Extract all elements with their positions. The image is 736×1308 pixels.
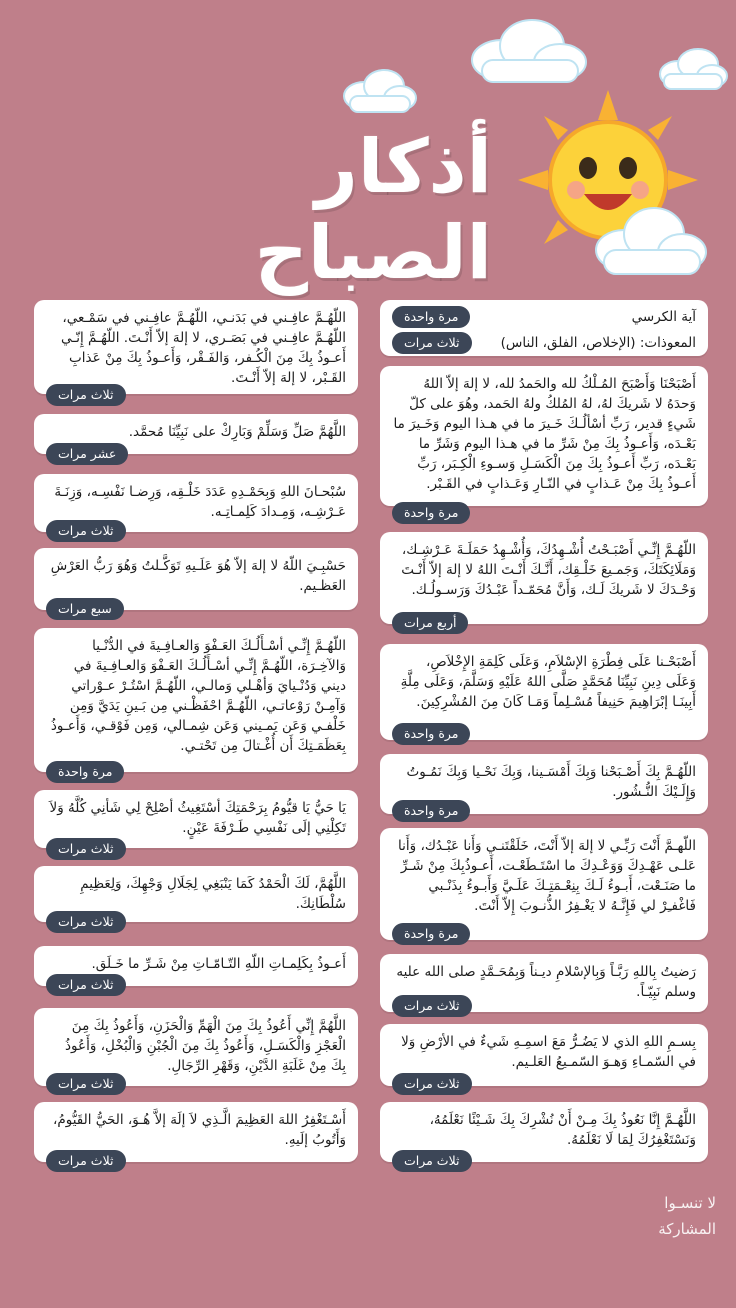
- count-badge: ثلاث مرات: [46, 384, 126, 406]
- card-text: أَعـوذُ بِكَلِمـاتِ اللّهِ التّـامّـاتِ مِنْ شَـرِّ ما خَـلَق.: [91, 956, 346, 972]
- card-text: اللّهـمَّ أَنْتَ رَبِّـي لا إلهَ إلاّ أَنْتَ، خَلَقْتَنـي وَأَنا عَبْـدُك، وَأَنا عَلـى عَهْـدِكَ وَوَعْـدِكَ ما اسْتَـطَعْـت، أَعـوذُبِكَ مِنْ شَـرِّ ما صَنَـعْت، أَبـوءُ لَـكَ بِنِعْـمَتِـكَ عَلَـيَّ وَأَبـوءُ بِذَنْـبي فَاغْفـِرْ لي فَإِنَّـهُ لا يَغْـفِرُ الذُّنـوبَ إِلاّ أَنْتَ.: [398, 838, 696, 914]
- card-ayat: [380, 300, 708, 356]
- count-badge: مرة واحدة: [392, 800, 470, 822]
- card-dhikr: [34, 628, 358, 772]
- count-badge: ثلاث مرات: [392, 1150, 472, 1172]
- cloud-icon: [338, 66, 418, 114]
- count-badge: أربع مرات: [392, 612, 468, 634]
- card-text: أَصْبَحْنَا وَأَصْبَحَ المُـلْكُ لله والحَمدُ لله، لا إلهَ إلاّ اللهُ وَحدَهُ لا شَريكَ لهُ، لهُ المُلكُ ولهُ الحَمد، وهُوَ على كلّ شَيءٍ قدير، رَبِّ أسْألُـكَ خَـيرَ ما في هـذا اليوم وَخَـيرَ ما بَعْـدَه، وَأَعـوذُ بِكَ مِنْ شَرِّ ما في هـذا اليوم وَشَرِّ ما بَعْـدَه، رَبِّ أَعـوذُ بِكَ مِنَ الْكَسَـلِ وَسـوءِ الْكِـبَر، رَبِّ أَعـوذُ بِكَ مِنْ عَـذابٍ في النّـارِ وَعَـذابٍ في القَـبْر.: [393, 376, 696, 492]
- count-badge: مرة واحدة: [46, 761, 124, 783]
- list-item: [392, 330, 696, 356]
- card-text: أَصْبَحْـنا عَلَى فِطْرَةِ الإسْلاَمِ، وَعَلَى كَلِمَةِ الإِخْلاَصِ، وَعَلَى دِينِ نَبِيِّنَا مُحَمَّدٍ صَلَّى اللهُ عَلَيْهِ وَسَلَّمَ، وَعَلَى مِلَّةِ أَبِينَـا إبْرَاهِيمَ حَنِيفاً مُسْـلِماً وَمَـا كَانَ مِنَ المُشْرِكِينَ.: [400, 654, 696, 710]
- card-text: اللَّهُمَّ صَلِّ وَسَلِّمْ وَبَارِكْ على نَبِيِّنَا مُحمَّد.: [128, 424, 346, 440]
- count-badge: ثلاث مرات: [392, 332, 472, 354]
- card-text: اللّهُـمَّ عافِـني في بَدَنـي، اللّهُـمَّ عافِـني في سَمْـعي، اللّهُـمَّ عافِـني في بَصَـري، لا إلهَ إلاّ أَنْـتَ. اللّهُـمَّ إِنّـي أَعـوذُ بِكَ مِنَ الْكُـفر، وَالفَـقْر، وَأَعـوذُ بِكَ مِنْ عَذابِ القَـبْر، لا إلهَ إلاّ أَنْـتَ.: [61, 310, 346, 386]
- footer-line: المشاركة: [658, 1220, 716, 1238]
- footer-line: لا تنسـوا: [664, 1194, 716, 1212]
- card-text: اللَّهُمَّ إِنِّي أَعُوذُ بِكَ مِنَ الْهَمِّ وَالْحَزَنِ، وَأَعُوذُ بِكَ مِنَ الْعَجْزِ وَالْكَسَـلِ، وَأَعُوذُ بِكَ مِنَ الْجُبْنِ وَالْبُخْلِ، وَأَعُوذُ بِكَ مِنْ غَلَبَةِ الدَّيْنِ، وَقَهْرِ الرِّجَالِ.: [65, 1018, 346, 1074]
- count-badge: ثلاث مرات: [392, 995, 472, 1017]
- card-text: اللّهُـمَّ إِنِّـي أسْـأَلُـكَ العَـفْوَ وَالعـافِـيةَ في الدُّنْـيا وَالآخِـرَة، اللّهُـمَّ إِنِّـي أسْـأَلُـكَ العَـفْوَ وَالعـافِـيةَ في ديني وَدُنْـيايَ وَأهْـلي وَمالـي، اللّهُـمَّ اسْتُـرْ عـوْراتي وَآمِـنْ رَوْعاتـي، اللّهُـمَّ احْفَظْـني مِن بَـينِ يَدَيَّ وَمِن خَلْفـي وَعَن يَمـيني وَعَن شِمـالي، وَمِن فَوْقـي، وَأَعـوذُ بِعَظَمَـتِكَ أَن أُغْـتالَ مِن تَحْتـي.: [50, 638, 346, 754]
- card-dhikr: [34, 300, 358, 394]
- cloud-icon: [654, 46, 730, 92]
- count-badge: ثلاث مرات: [46, 974, 126, 996]
- card-text: اللَّهُـمَّ إِنَّا نَعُوذُ بِكَ مِـنْ أَنْ نُشْرِكَ بِكَ شَـيْئًا نَعْلَمُهُ، وَنَسْتَغْفِرُكَ لِمَا لَا نَعْلَمُهُ.: [429, 1112, 696, 1148]
- count-badge: ثلاث مرات: [46, 1073, 126, 1095]
- count-badge: سبع مرات: [46, 598, 124, 620]
- card-text: اللّهُـمَّ إِنِّـي أَصْبَـحْتُ أُشْـهِدُكَ، وَأُشْـهِدُ حَمَلَـةَ عَـرْشِـك، وَمَلَائِكَتَكَ، وَجَمـيعَ خَلْـقِك، أَنَّـكَ أَنْـتَ اللهُ لا إلهَ إلاّ أَنْـتَ وَحْـدَكَ لا شَريكَ لَـك، وَأَنَّ مُحَمّـداً عَبْـدُكَ وَرَسـولُـك.: [401, 542, 696, 598]
- card-text: اللّهُـمَّ بِكَ أَصْـبَحْنا وَبِكَ أَمْسَـينا، وَبِكَ نَحْـيا وَبِكَ نَمُـوتُ وَإِلَـيْكَ النُّـشُور.: [406, 764, 696, 800]
- count-badge: مرة واحدة: [392, 923, 470, 945]
- card-text: رَضيتُ بِاللهِ رَبَّـاً وَبِالإسْلامِ ديـناً وَبِمُحَـمَّدٍ صلى الله عليه وسلم نَبِيّـاً.: [396, 964, 696, 1000]
- count-badge: ثلاث مرات: [46, 911, 126, 933]
- card-text: المعوذات: (الإخلاص، الفلق، الناس): [500, 335, 696, 351]
- card-text: حَسْبِـيَ اللّهُ لا إلهَ إلاّ هُوَ عَلَـيهِ تَوَكَّـلتُ وَهُوَ رَبُّ العَرْشِ العَظـيم.: [50, 558, 346, 594]
- cloud-icon: [462, 16, 592, 86]
- card-text: سُبْحـانَ اللهِ وَبِحَمْـدِهِ عَدَدَ خَلْـقِه، وَرِضـا نَفْسِـه، وَزِنَـةَ عَـرْشِـه، وَمِـدادَ كَلِمـاتِـه.: [54, 484, 346, 520]
- page-title: أذكار الصباح: [254, 124, 492, 296]
- list-item: [392, 304, 696, 330]
- share-reminder: [620, 1190, 716, 1242]
- cloud-icon: [590, 200, 710, 280]
- count-badge: ثلاث مرات: [46, 838, 126, 860]
- card-text: اللَّهُمَّ، لَكَ الْحَمْدُ كَمَا يَنْبَغِي لِجَلَالِ وَجْهِكَ، وَلِعَظِيمِ سُلْطَانِكَ.: [80, 876, 346, 912]
- card-dhikr: [380, 366, 708, 506]
- count-badge: ثلاث مرات: [392, 1073, 472, 1095]
- count-badge: ثلاث مرات: [46, 1150, 126, 1172]
- card-text: آية الكرسي: [631, 309, 696, 325]
- count-badge: مرة واحدة: [392, 502, 470, 524]
- count-badge: عشر مرات: [46, 443, 128, 465]
- card-dhikr: [380, 532, 708, 624]
- card-text: أَسْـتَغْفِرُ اللهَ العَظِيمَ الَّـذِي لاَ إلَهَ إلاَّ هُـوَ، الحَيُّ القَيُّومُ، وَأَتُوبُ إلَيهِ.: [53, 1112, 346, 1148]
- count-badge: ثلاث مرات: [46, 520, 126, 542]
- card-text: يَا حَيُّ يَا قيُّومُ بِرَحْمَتِكَ أسْتَغِيثُ أصْلِحْ لِي شَأنِي كُلَّهُ وَلاَ تَكِلْنِي إلَى نَفْسِي طَـرْفَةَ عَيْنٍ.: [49, 800, 346, 836]
- count-badge: مرة واحدة: [392, 723, 470, 745]
- card-text: بِسـمِ اللهِ الذي لا يَضُـرُّ مَعَ اسمِـهِ شَيءٌ في الأرْضِ وَلا في السّمـاءِ وَهـوَ السّمـيعُ العَلـيم.: [401, 1034, 696, 1070]
- count-badge: مرة واحدة: [392, 306, 470, 328]
